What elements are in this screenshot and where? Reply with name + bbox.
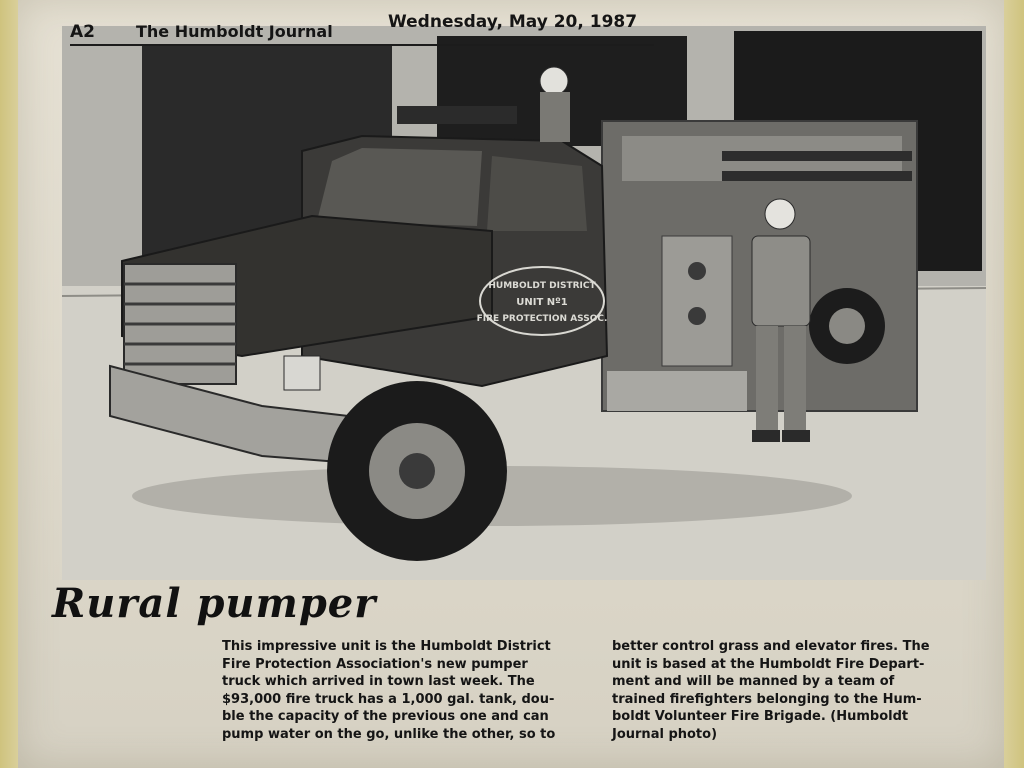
caption-column-1 [222, 638, 578, 743]
fire-truck-photo [62, 26, 986, 580]
light-bar [397, 106, 517, 124]
door-emblem-line-3: FIRE PROTECTION ASSOC. [476, 314, 608, 324]
page-masthead [70, 10, 654, 46]
caption-line: pump water on the go, unlike the other, so to [222, 726, 556, 742]
caption-line: ment and will be manned by a team of [612, 674, 895, 689]
firefighter-left-leg [756, 326, 778, 434]
headlight [284, 356, 320, 390]
pump-valve-1 [688, 262, 706, 280]
page-number: A2 [70, 22, 95, 42]
paper-edge-left [0, 0, 18, 768]
caption-column-2 [612, 638, 978, 743]
firefighter-left-boot [752, 430, 780, 442]
pump-panel [662, 236, 732, 366]
photo-illustration [62, 26, 986, 580]
firefighter-standing-helmet [765, 199, 795, 229]
caption-line: boldt Volunteer Fire Brigade. (Humboldt [612, 709, 909, 724]
door-emblem-line-1: HUMBOLDT DISTRICT [488, 281, 596, 291]
front-wheel-hub [399, 453, 435, 489]
publication-name: The Humboldt Journal [136, 22, 333, 41]
caption-line: Journal photo) [612, 726, 718, 742]
caption-line: unit is based at the Humboldt Fire Depart- [612, 656, 925, 672]
paper-edge-right [1004, 0, 1024, 768]
firefighter-right-leg [784, 326, 806, 434]
caption-line: better control grass and elevator fires. The [612, 639, 930, 654]
issue-date: Wednesday, May 20, 1987 [388, 12, 638, 32]
caption-line: This impressive unit is the Humboldt District [222, 639, 551, 654]
caption-line: truck which arrived in town last week. The [222, 674, 535, 689]
firefighter-top-body [540, 92, 570, 142]
firefighter-top-helmet [540, 67, 568, 95]
caption-line: trained firefighters belonging to the Hum- [612, 691, 922, 707]
firefighter-standing-coat [752, 236, 810, 326]
article-headline: Rural pumper [52, 580, 377, 627]
pump-valve-2 [688, 307, 706, 325]
side-window [487, 156, 587, 231]
caption-line: Fire Protection Association's new pumper [222, 656, 528, 672]
running-board [607, 371, 747, 411]
firefighter-right-boot [782, 430, 810, 442]
caption-line: ble the capacity of the previous one and can [222, 709, 549, 724]
door-emblem-line-2: UNIT Nº1 [516, 297, 568, 308]
windshield [317, 148, 482, 226]
rear-wheel-hub [829, 308, 865, 344]
caption-line: $93,000 fire truck has a 1,000 gal. tank, dou- [222, 691, 555, 707]
